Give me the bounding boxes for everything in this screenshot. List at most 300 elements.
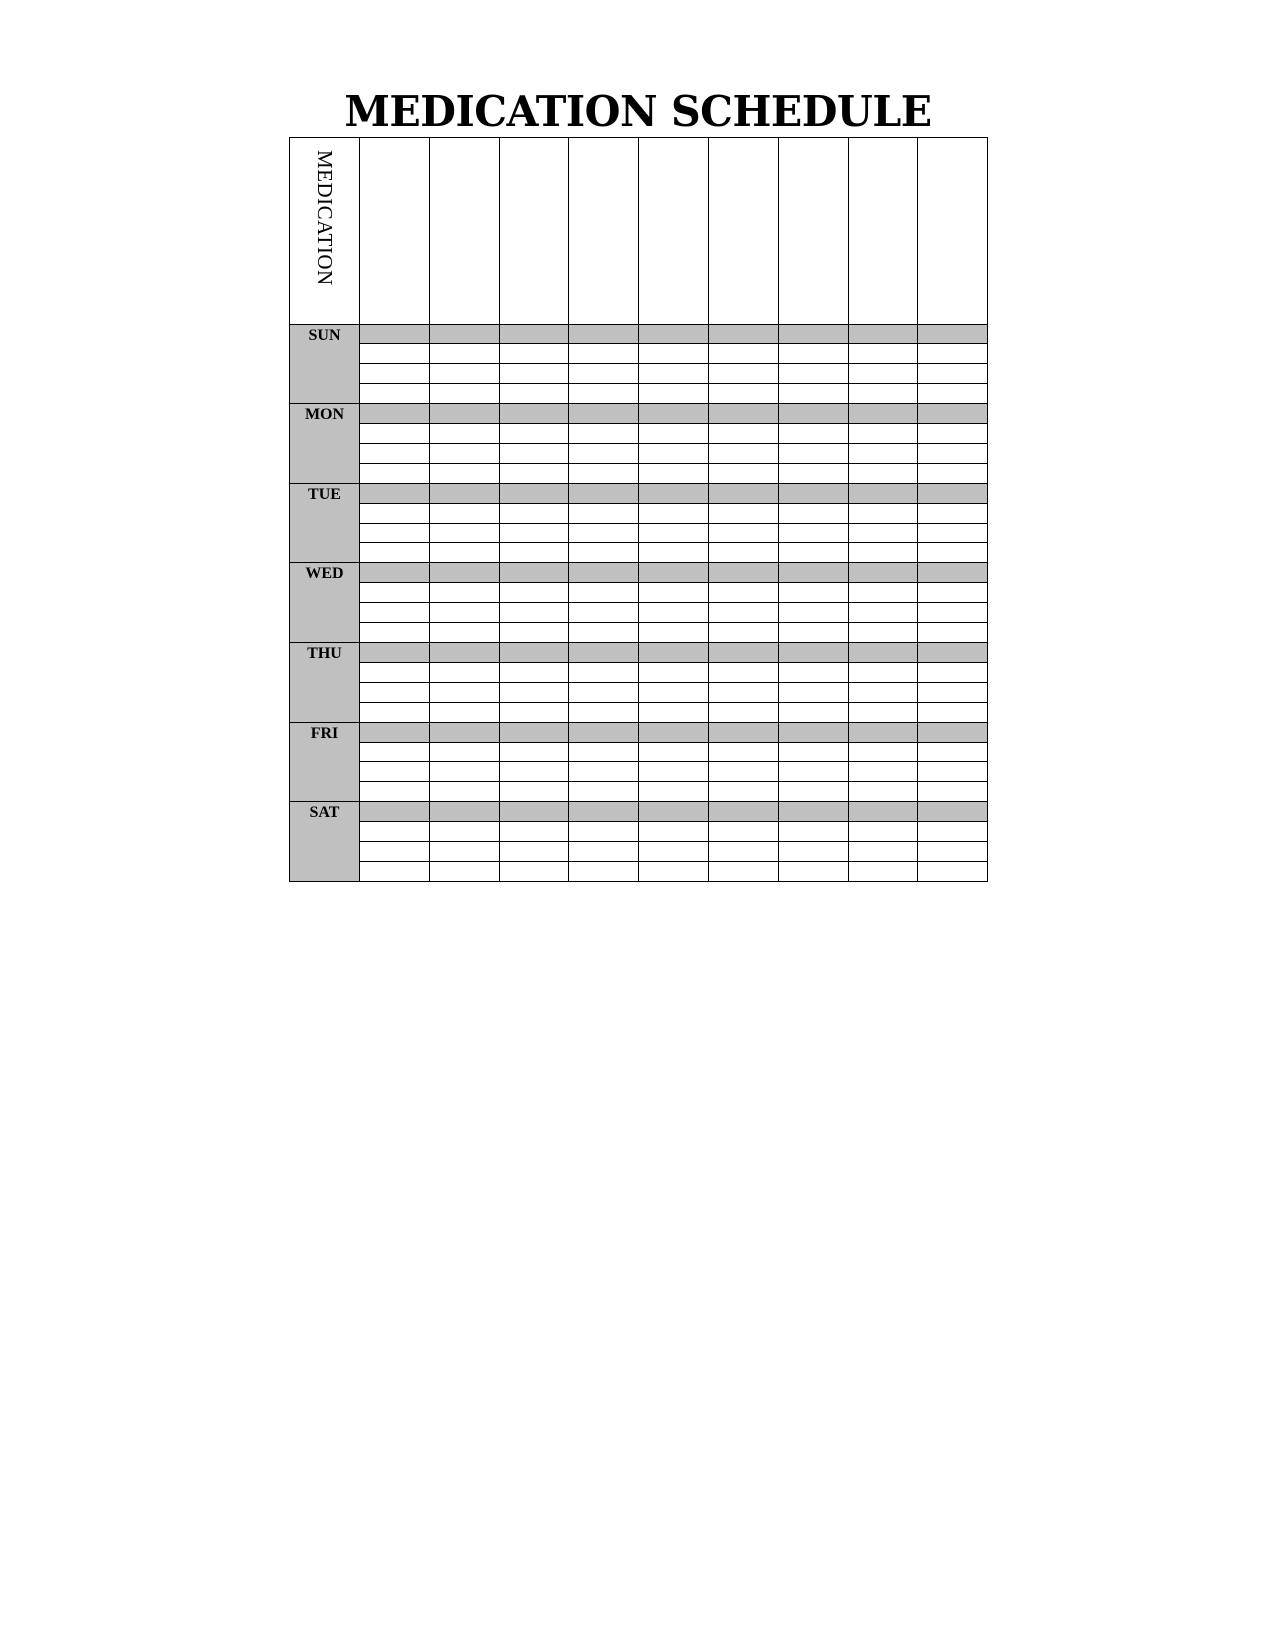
dose-check-cell[interactable]: [778, 384, 848, 404]
time-cell[interactable]: [569, 324, 639, 344]
dose-check-cell[interactable]: [918, 424, 988, 444]
dose-check-cell[interactable]: [639, 742, 709, 762]
dose-check-cell[interactable]: [918, 523, 988, 543]
time-cell[interactable]: [569, 722, 639, 742]
dose-check-cell[interactable]: [569, 603, 639, 623]
time-cell[interactable]: [360, 722, 430, 742]
dose-check-cell[interactable]: [429, 682, 499, 702]
dose-check-cell[interactable]: [429, 543, 499, 563]
dose-check-cell[interactable]: [778, 583, 848, 603]
dose-check-cell[interactable]: [778, 603, 848, 623]
dose-check-cell[interactable]: [360, 424, 430, 444]
dose-check-cell[interactable]: [778, 364, 848, 384]
day-header-row: [290, 483, 988, 503]
dose-check-cell[interactable]: [569, 842, 639, 862]
dose-check-cell[interactable]: [569, 344, 639, 364]
dose-check-cell[interactable]: [499, 364, 569, 384]
dose-check-cell[interactable]: [639, 682, 709, 702]
dose-check-cell[interactable]: [708, 762, 778, 782]
dose-check-cell[interactable]: [918, 623, 988, 643]
time-cell[interactable]: [639, 722, 709, 742]
time-cell[interactable]: [360, 324, 430, 344]
time-cell[interactable]: [848, 563, 918, 583]
dose-check-cell[interactable]: [848, 523, 918, 543]
dose-check-cell[interactable]: [848, 782, 918, 802]
day-header-row: [290, 404, 988, 424]
dose-check-cell[interactable]: [360, 603, 430, 623]
dose-check-cell[interactable]: [918, 702, 988, 722]
dose-check-cell[interactable]: [360, 523, 430, 543]
dose-check-cell[interactable]: [639, 523, 709, 543]
day-label-mon: MON: [290, 404, 360, 484]
dose-check-cell[interactable]: [778, 662, 848, 682]
time-cell[interactable]: [499, 563, 569, 583]
dose-check-cell[interactable]: [918, 503, 988, 523]
dose-check-cell[interactable]: [848, 384, 918, 404]
dose-check-cell[interactable]: [848, 424, 918, 444]
dose-check-cell[interactable]: [639, 842, 709, 862]
day-label-thu: THU: [290, 643, 360, 723]
dose-check-cell[interactable]: [918, 861, 988, 881]
time-cell[interactable]: [918, 404, 988, 424]
time-cell[interactable]: [918, 722, 988, 742]
dose-check-cell[interactable]: [848, 503, 918, 523]
dose-check-cell[interactable]: [708, 742, 778, 762]
dose-check-cell[interactable]: [848, 861, 918, 881]
dose-check-cell[interactable]: [778, 543, 848, 563]
dose-check-cell[interactable]: [499, 603, 569, 623]
time-cell[interactable]: [499, 802, 569, 822]
dose-row: [290, 682, 988, 702]
dose-check-cell[interactable]: [639, 344, 709, 364]
dose-check-cell[interactable]: [569, 623, 639, 643]
dose-check-cell[interactable]: [429, 503, 499, 523]
dose-check-cell[interactable]: [360, 543, 430, 563]
dose-check-cell[interactable]: [778, 523, 848, 543]
dose-check-cell[interactable]: [499, 463, 569, 483]
dose-check-cell[interactable]: [778, 623, 848, 643]
dose-check-cell[interactable]: [918, 364, 988, 384]
dose-check-cell[interactable]: [429, 443, 499, 463]
dose-check-cell[interactable]: [499, 742, 569, 762]
time-cell[interactable]: [708, 643, 778, 663]
time-cell[interactable]: [429, 483, 499, 503]
dose-check-cell[interactable]: [848, 364, 918, 384]
dose-check-cell[interactable]: [708, 543, 778, 563]
dose-check-cell[interactable]: [639, 364, 709, 384]
dose-check-cell[interactable]: [708, 463, 778, 483]
dose-check-cell[interactable]: [639, 662, 709, 682]
dose-check-cell[interactable]: [708, 682, 778, 702]
dose-check-cell[interactable]: [429, 861, 499, 881]
dose-check-cell[interactable]: [639, 702, 709, 722]
dose-check-cell[interactable]: [499, 424, 569, 444]
dose-check-cell[interactable]: [848, 443, 918, 463]
medication-name-cell[interactable]: [429, 138, 499, 325]
dose-check-cell[interactable]: [848, 842, 918, 862]
dose-check-cell[interactable]: [708, 861, 778, 881]
time-cell[interactable]: [429, 643, 499, 663]
time-cell[interactable]: [639, 483, 709, 503]
dose-check-cell[interactable]: [499, 861, 569, 881]
dose-check-cell[interactable]: [569, 702, 639, 722]
dose-check-cell[interactable]: [848, 662, 918, 682]
time-cell[interactable]: [360, 404, 430, 424]
dose-check-cell[interactable]: [499, 543, 569, 563]
dose-check-cell[interactable]: [639, 443, 709, 463]
time-cell[interactable]: [499, 404, 569, 424]
dose-row: [290, 702, 988, 722]
dose-check-cell[interactable]: [708, 364, 778, 384]
dose-check-cell[interactable]: [708, 583, 778, 603]
dose-check-cell[interactable]: [848, 463, 918, 483]
dose-check-cell[interactable]: [429, 623, 499, 643]
dose-row: [290, 662, 988, 682]
dose-check-cell[interactable]: [429, 523, 499, 543]
dose-check-cell[interactable]: [918, 603, 988, 623]
dose-check-cell[interactable]: [569, 523, 639, 543]
dose-check-cell[interactable]: [778, 702, 848, 722]
dose-check-cell[interactable]: [499, 822, 569, 842]
dose-row: [290, 861, 988, 881]
dose-check-cell[interactable]: [499, 662, 569, 682]
medication-header-row: [290, 138, 988, 325]
dose-check-cell[interactable]: [429, 782, 499, 802]
medication-header-label: MEDICATION: [313, 150, 337, 286]
dose-row: [290, 603, 988, 623]
time-cell[interactable]: [918, 802, 988, 822]
dose-check-cell[interactable]: [569, 742, 639, 762]
dose-check-cell[interactable]: [360, 861, 430, 881]
time-cell[interactable]: [499, 722, 569, 742]
dose-check-cell[interactable]: [499, 682, 569, 702]
dose-check-cell[interactable]: [569, 782, 639, 802]
dose-row: [290, 543, 988, 563]
dose-check-cell[interactable]: [778, 424, 848, 444]
time-cell[interactable]: [360, 643, 430, 663]
dose-check-cell[interactable]: [429, 583, 499, 603]
time-cell[interactable]: [848, 643, 918, 663]
time-cell[interactable]: [360, 483, 430, 503]
dose-check-cell[interactable]: [499, 344, 569, 364]
dose-check-cell[interactable]: [778, 344, 848, 364]
time-cell[interactable]: [569, 643, 639, 663]
time-cell[interactable]: [778, 404, 848, 424]
dose-check-cell[interactable]: [778, 822, 848, 842]
dose-check-cell[interactable]: [778, 842, 848, 862]
dose-check-cell[interactable]: [778, 742, 848, 762]
dose-row: [290, 443, 988, 463]
dose-check-cell[interactable]: [569, 861, 639, 881]
dose-check-cell[interactable]: [499, 702, 569, 722]
dose-check-cell[interactable]: [429, 842, 499, 862]
dose-check-cell[interactable]: [639, 543, 709, 563]
medication-header-cell: [290, 138, 360, 325]
time-cell[interactable]: [499, 324, 569, 344]
time-cell[interactable]: [848, 483, 918, 503]
dose-row: [290, 782, 988, 802]
medication-name-cell[interactable]: [708, 138, 778, 325]
dose-check-cell[interactable]: [360, 822, 430, 842]
medication-schedule-table: [289, 137, 988, 882]
dose-check-cell[interactable]: [639, 861, 709, 881]
time-cell[interactable]: [778, 643, 848, 663]
dose-check-cell[interactable]: [708, 702, 778, 722]
dose-check-cell[interactable]: [499, 842, 569, 862]
time-cell[interactable]: [499, 483, 569, 503]
dose-check-cell[interactable]: [499, 762, 569, 782]
time-cell[interactable]: [778, 563, 848, 583]
dose-check-cell[interactable]: [708, 344, 778, 364]
time-cell[interactable]: [499, 643, 569, 663]
dose-check-cell[interactable]: [708, 782, 778, 802]
time-cell[interactable]: [639, 324, 709, 344]
dose-check-cell[interactable]: [639, 782, 709, 802]
dose-check-cell[interactable]: [360, 762, 430, 782]
dose-check-cell[interactable]: [499, 583, 569, 603]
day-header-row: [290, 722, 988, 742]
dose-check-cell[interactable]: [360, 702, 430, 722]
dose-check-cell[interactable]: [499, 384, 569, 404]
dose-check-cell[interactable]: [569, 364, 639, 384]
dose-check-cell[interactable]: [708, 603, 778, 623]
dose-check-cell[interactable]: [708, 842, 778, 862]
time-cell[interactable]: [708, 563, 778, 583]
time-cell[interactable]: [429, 563, 499, 583]
dose-check-cell[interactable]: [429, 742, 499, 762]
dose-check-cell[interactable]: [360, 682, 430, 702]
time-cell[interactable]: [918, 324, 988, 344]
day-label-sat: SAT: [290, 802, 360, 882]
dose-check-cell[interactable]: [429, 364, 499, 384]
dose-check-cell[interactable]: [429, 762, 499, 782]
dose-check-cell[interactable]: [360, 384, 430, 404]
dose-check-cell[interactable]: [360, 842, 430, 862]
dose-check-cell[interactable]: [639, 424, 709, 444]
dose-check-cell[interactable]: [708, 443, 778, 463]
dose-check-cell[interactable]: [569, 583, 639, 603]
medication-name-cell[interactable]: [778, 138, 848, 325]
dose-check-cell[interactable]: [639, 503, 709, 523]
dose-check-cell[interactable]: [639, 384, 709, 404]
time-cell[interactable]: [778, 324, 848, 344]
time-cell[interactable]: [639, 802, 709, 822]
dose-check-cell[interactable]: [360, 662, 430, 682]
dose-check-cell[interactable]: [708, 822, 778, 842]
time-cell[interactable]: [778, 802, 848, 822]
dose-check-cell[interactable]: [778, 443, 848, 463]
dose-check-cell[interactable]: [499, 443, 569, 463]
day-header-row: [290, 563, 988, 583]
medication-name-cell[interactable]: [569, 138, 639, 325]
dose-check-cell[interactable]: [499, 782, 569, 802]
time-cell[interactable]: [778, 722, 848, 742]
dose-check-cell[interactable]: [569, 384, 639, 404]
time-cell[interactable]: [429, 324, 499, 344]
dose-check-cell[interactable]: [360, 463, 430, 483]
time-cell[interactable]: [569, 483, 639, 503]
dose-check-cell[interactable]: [360, 742, 430, 762]
dose-check-cell[interactable]: [569, 662, 639, 682]
time-cell[interactable]: [360, 563, 430, 583]
dose-check-cell[interactable]: [848, 762, 918, 782]
time-cell[interactable]: [569, 563, 639, 583]
dose-row: [290, 623, 988, 643]
dose-check-cell[interactable]: [499, 503, 569, 523]
dose-check-cell[interactable]: [569, 424, 639, 444]
dose-check-cell[interactable]: [848, 623, 918, 643]
dose-check-cell[interactable]: [778, 503, 848, 523]
time-cell[interactable]: [778, 483, 848, 503]
dose-check-cell[interactable]: [360, 583, 430, 603]
dose-row: [290, 384, 988, 404]
dose-row: [290, 344, 988, 364]
time-cell[interactable]: [360, 802, 430, 822]
medication-name-cell[interactable]: [639, 138, 709, 325]
time-cell[interactable]: [639, 563, 709, 583]
dose-check-cell[interactable]: [639, 623, 709, 643]
time-cell[interactable]: [708, 404, 778, 424]
time-cell[interactable]: [848, 802, 918, 822]
dose-check-cell[interactable]: [848, 543, 918, 563]
dose-check-cell[interactable]: [848, 742, 918, 762]
time-cell[interactable]: [429, 722, 499, 742]
dose-check-cell[interactable]: [429, 702, 499, 722]
day-label-wed: WED: [290, 563, 360, 643]
dose-check-cell[interactable]: [778, 463, 848, 483]
dose-check-cell[interactable]: [848, 682, 918, 702]
dose-check-cell[interactable]: [918, 384, 988, 404]
dose-check-cell[interactable]: [848, 603, 918, 623]
medication-name-cell[interactable]: [499, 138, 569, 325]
dose-check-cell[interactable]: [918, 762, 988, 782]
dose-check-cell[interactable]: [569, 503, 639, 523]
dose-check-cell[interactable]: [569, 682, 639, 702]
dose-check-cell[interactable]: [360, 364, 430, 384]
dose-check-cell[interactable]: [569, 762, 639, 782]
dose-check-cell[interactable]: [360, 623, 430, 643]
time-cell[interactable]: [918, 643, 988, 663]
dose-check-cell[interactable]: [429, 344, 499, 364]
medication-name-cell[interactable]: [360, 138, 430, 325]
day-label-sun: SUN: [290, 324, 360, 404]
dose-check-cell[interactable]: [918, 842, 988, 862]
time-cell[interactable]: [639, 643, 709, 663]
dose-check-cell[interactable]: [708, 662, 778, 682]
dose-row: [290, 364, 988, 384]
time-cell[interactable]: [429, 802, 499, 822]
time-cell[interactable]: [569, 404, 639, 424]
dose-check-cell[interactable]: [918, 583, 988, 603]
dose-check-cell[interactable]: [918, 344, 988, 364]
time-cell[interactable]: [708, 324, 778, 344]
medication-name-cell[interactable]: [918, 138, 988, 325]
dose-check-cell[interactable]: [429, 424, 499, 444]
dose-check-cell[interactable]: [429, 603, 499, 623]
page-title: MEDICATION SCHEDULE: [344, 87, 932, 136]
dose-check-cell[interactable]: [918, 662, 988, 682]
dose-check-cell[interactable]: [708, 623, 778, 643]
dose-check-cell[interactable]: [639, 463, 709, 483]
time-cell[interactable]: [708, 802, 778, 822]
dose-row: [290, 583, 988, 603]
dose-row: [290, 762, 988, 782]
time-cell[interactable]: [848, 722, 918, 742]
dose-check-cell[interactable]: [778, 782, 848, 802]
medication-name-cell[interactable]: [848, 138, 918, 325]
dose-check-cell[interactable]: [429, 822, 499, 842]
dose-check-cell[interactable]: [639, 822, 709, 842]
dose-check-cell[interactable]: [848, 344, 918, 364]
day-header-row: [290, 643, 988, 663]
time-cell[interactable]: [848, 404, 918, 424]
dose-check-cell[interactable]: [918, 742, 988, 762]
dose-check-cell[interactable]: [569, 543, 639, 563]
dose-check-cell[interactable]: [918, 463, 988, 483]
dose-check-cell[interactable]: [918, 543, 988, 563]
dose-check-cell[interactable]: [918, 443, 988, 463]
dose-check-cell[interactable]: [848, 702, 918, 722]
time-cell[interactable]: [918, 563, 988, 583]
dose-row: [290, 503, 988, 523]
dose-check-cell[interactable]: [708, 523, 778, 543]
dose-check-cell[interactable]: [918, 782, 988, 802]
dose-check-cell[interactable]: [848, 583, 918, 603]
dose-row: [290, 822, 988, 842]
dose-check-cell[interactable]: [429, 384, 499, 404]
dose-check-cell[interactable]: [360, 443, 430, 463]
day-label-tue: TUE: [290, 483, 360, 563]
dose-check-cell[interactable]: [429, 662, 499, 682]
dose-check-cell[interactable]: [778, 682, 848, 702]
time-cell[interactable]: [918, 483, 988, 503]
dose-check-cell[interactable]: [778, 762, 848, 782]
dose-check-cell[interactable]: [569, 463, 639, 483]
dose-check-cell[interactable]: [360, 344, 430, 364]
time-cell[interactable]: [569, 802, 639, 822]
dose-check-cell[interactable]: [360, 782, 430, 802]
dose-check-cell[interactable]: [918, 822, 988, 842]
dose-row: [290, 463, 988, 483]
dose-check-cell[interactable]: [429, 463, 499, 483]
dose-check-cell[interactable]: [499, 623, 569, 643]
dose-check-cell[interactable]: [639, 603, 709, 623]
dose-check-cell[interactable]: [499, 523, 569, 543]
day-label-fri: FRI: [290, 722, 360, 802]
dose-check-cell[interactable]: [708, 424, 778, 444]
dose-check-cell[interactable]: [569, 822, 639, 842]
time-cell[interactable]: [639, 404, 709, 424]
dose-row: [290, 523, 988, 543]
dose-check-cell[interactable]: [639, 762, 709, 782]
time-cell[interactable]: [708, 483, 778, 503]
dose-check-cell[interactable]: [708, 384, 778, 404]
dose-check-cell[interactable]: [848, 822, 918, 842]
dose-check-cell[interactable]: [360, 503, 430, 523]
time-cell[interactable]: [708, 722, 778, 742]
day-header-row: [290, 802, 988, 822]
time-cell[interactable]: [848, 324, 918, 344]
dose-row: [290, 842, 988, 862]
day-header-row: [290, 324, 988, 344]
dose-check-cell[interactable]: [708, 503, 778, 523]
dose-check-cell[interactable]: [918, 682, 988, 702]
dose-check-cell[interactable]: [639, 583, 709, 603]
dose-check-cell[interactable]: [569, 443, 639, 463]
time-cell[interactable]: [429, 404, 499, 424]
dose-row: [290, 424, 988, 444]
dose-check-cell[interactable]: [778, 861, 848, 881]
